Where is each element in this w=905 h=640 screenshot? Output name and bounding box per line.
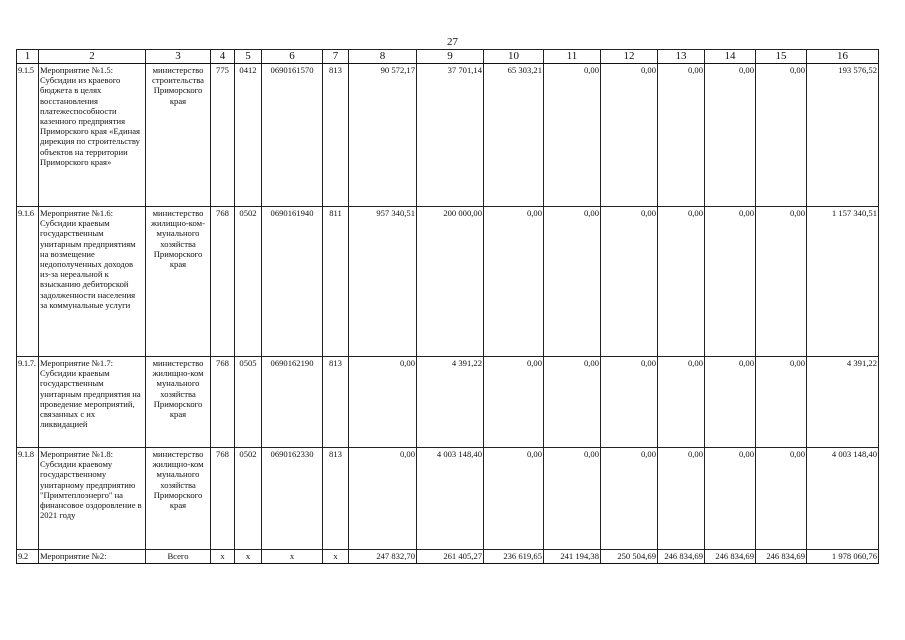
- activity-description-cell: Мероприятие №1.6: Субсидии краевым государственным унитарным предприятиям на возмещение недополученных доходов из-за нереальной к взысканию дебиторской задолженности населения за коммунальные услуги: [39, 207, 146, 357]
- amount-cell: 37 701,14: [417, 64, 484, 207]
- total-cell: 4 003 148,40: [807, 448, 879, 550]
- header-row: [17, 50, 879, 64]
- executor-cell: Всего: [146, 550, 211, 564]
- column-header: 3: [146, 50, 211, 64]
- amount-cell: 0,00: [601, 357, 658, 448]
- amount-cell: 90 572,17: [349, 64, 417, 207]
- gr-code-cell: x: [211, 550, 235, 564]
- executor-cell: министерство жилищно-ком мунального хозяйства Приморского края: [146, 448, 211, 550]
- column-header: 9: [417, 50, 484, 64]
- amount-cell: 0,00: [705, 448, 756, 550]
- section-code-cell: 0505: [235, 357, 262, 448]
- gr-code-cell: 768: [211, 448, 235, 550]
- amount-cell: 0,00: [756, 207, 807, 357]
- page-number: 27: [447, 36, 458, 48]
- amount-cell: 0,00: [705, 357, 756, 448]
- amount-cell: 0,00: [658, 64, 705, 207]
- column-header: 16: [807, 50, 879, 64]
- activity-description-cell: Мероприятие №1.5: Субсидии из краевого бюджета в целях восстановления платежеспособности казенного предприятия Приморского края «Единая дирекция по строительству объектов на территории Приморского края»: [39, 64, 146, 207]
- row-index-cell: 9.1.7.: [17, 357, 39, 448]
- amount-cell: 246 834,69: [756, 550, 807, 564]
- column-header: 7: [323, 50, 349, 64]
- amount-cell: 0,00: [601, 64, 658, 207]
- activity-description-cell: Мероприятие №1.8: Субсидии краевому государственному унитарному предприятию "Примтеплоэнерго" на финансовое оздоровление в 2021 году: [39, 448, 146, 550]
- amount-cell: 0,00: [544, 357, 601, 448]
- row-index-cell: 9.2: [17, 550, 39, 564]
- amount-cell: 4 003 148,40: [417, 448, 484, 550]
- column-header: 14: [705, 50, 756, 64]
- amount-cell: 0,00: [484, 207, 544, 357]
- expense-type-cell: 813: [323, 357, 349, 448]
- amount-cell: 0,00: [756, 64, 807, 207]
- table-row: [17, 448, 879, 550]
- table-row: [17, 357, 879, 448]
- row-index-cell: 9.1.6: [17, 207, 39, 357]
- amount-cell: 246 834,69: [705, 550, 756, 564]
- total-cell: 193 576,52: [807, 64, 879, 207]
- column-header: 1: [17, 50, 39, 64]
- section-code-cell: 0502: [235, 448, 262, 550]
- amount-cell: 4 391,22: [417, 357, 484, 448]
- total-cell: 1 978 060,76: [807, 550, 879, 564]
- amount-cell: 65 303,21: [484, 64, 544, 207]
- amount-cell: 200 000,00: [417, 207, 484, 357]
- amount-cell: 246 834,69: [658, 550, 705, 564]
- column-header: 11: [544, 50, 601, 64]
- amount-cell: 261 405,27: [417, 550, 484, 564]
- column-header: 10: [484, 50, 544, 64]
- amount-cell: 236 619,65: [484, 550, 544, 564]
- activity-description-cell: Мероприятие №1.7: Субсидии краевым государственным унитарным предприятия на проведение мероприятий, связанных с их ликвидацией: [39, 357, 146, 448]
- gr-code-cell: 775: [211, 64, 235, 207]
- column-header: 15: [756, 50, 807, 64]
- amount-cell: 0,00: [484, 357, 544, 448]
- total-cell: 4 391,22: [807, 357, 879, 448]
- amount-cell: 0,00: [658, 207, 705, 357]
- column-header: 5: [235, 50, 262, 64]
- table-row: [17, 207, 879, 357]
- amount-cell: 0,00: [349, 448, 417, 550]
- amount-cell: 0,00: [705, 64, 756, 207]
- column-header: 12: [601, 50, 658, 64]
- expense-type-cell: x: [323, 550, 349, 564]
- column-header: 13: [658, 50, 705, 64]
- executor-cell: министерство жилищно-ком мунального хозяйства Приморского края: [146, 357, 211, 448]
- amount-cell: 957 340,51: [349, 207, 417, 357]
- expense-type-cell: 813: [323, 64, 349, 207]
- amount-cell: 0,00: [544, 207, 601, 357]
- amount-cell: 0,00: [349, 357, 417, 448]
- target-article-cell: 0690162330: [262, 448, 323, 550]
- total-cell: 1 157 340,51: [807, 207, 879, 357]
- amount-cell: 0,00: [705, 207, 756, 357]
- amount-cell: 0,00: [658, 357, 705, 448]
- target-article-cell: 0690161570: [262, 64, 323, 207]
- target-article-cell: 0690162190: [262, 357, 323, 448]
- target-article-cell: 0690161940: [262, 207, 323, 357]
- target-article-cell: x: [262, 550, 323, 564]
- budget-table: [16, 49, 879, 564]
- table-body: [17, 64, 879, 564]
- expense-type-cell: 813: [323, 448, 349, 550]
- column-header: 4: [211, 50, 235, 64]
- column-header: 8: [349, 50, 417, 64]
- section-code-cell: 0412: [235, 64, 262, 207]
- amount-cell: 0,00: [601, 448, 658, 550]
- amount-cell: 0,00: [601, 207, 658, 357]
- amount-cell: 0,00: [484, 448, 544, 550]
- expense-type-cell: 811: [323, 207, 349, 357]
- amount-cell: 0,00: [658, 448, 705, 550]
- amount-cell: 0,00: [544, 448, 601, 550]
- amount-cell: 0,00: [544, 64, 601, 207]
- column-header: 2: [39, 50, 146, 64]
- row-index-cell: 9.1.8: [17, 448, 39, 550]
- amount-cell: 0,00: [756, 357, 807, 448]
- amount-cell: 250 504,69: [601, 550, 658, 564]
- activity-description-cell: Мероприятие №2:: [39, 550, 146, 564]
- table-row: [17, 550, 879, 564]
- column-header: 6: [262, 50, 323, 64]
- executor-cell: министерство строительства Приморского края: [146, 64, 211, 207]
- section-code-cell: x: [235, 550, 262, 564]
- amount-cell: 247 832,70: [349, 550, 417, 564]
- amount-cell: 241 194,38: [544, 550, 601, 564]
- executor-cell: министерство жилищно-ком-мунального хозяйства Приморского края: [146, 207, 211, 357]
- amount-cell: 0,00: [756, 448, 807, 550]
- row-index-cell: 9.1.5: [17, 64, 39, 207]
- gr-code-cell: 768: [211, 207, 235, 357]
- table-row: [17, 64, 879, 207]
- section-code-cell: 0502: [235, 207, 262, 357]
- gr-code-cell: 768: [211, 357, 235, 448]
